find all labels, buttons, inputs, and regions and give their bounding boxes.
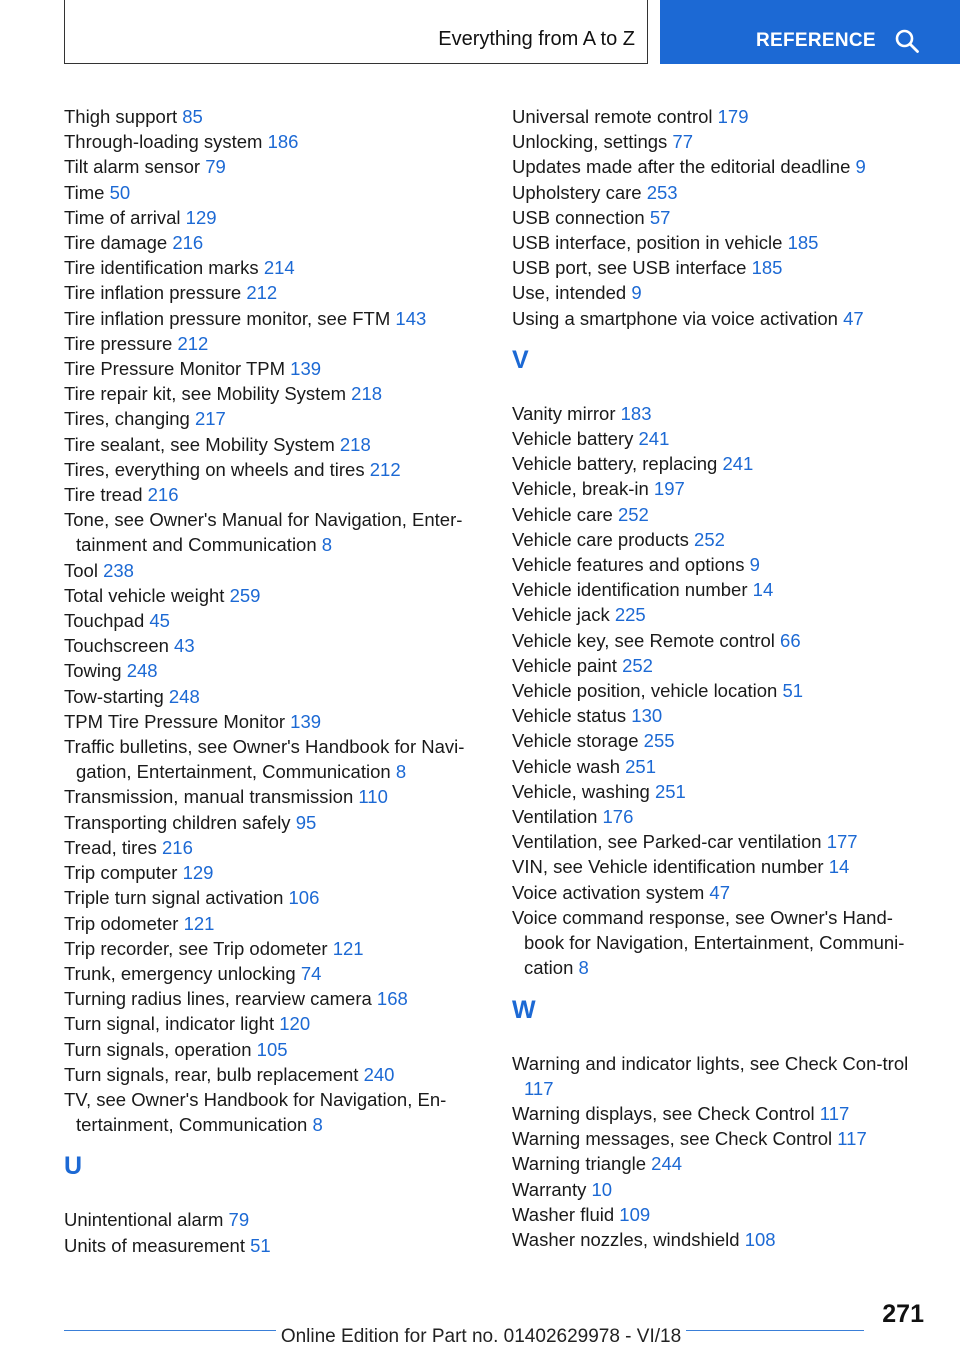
index-entry bbox=[512, 230, 932, 255]
page-reference-link[interactable]: 43 bbox=[174, 635, 195, 657]
page-reference-link[interactable]: 8 bbox=[578, 957, 589, 979]
index-entry bbox=[64, 1233, 484, 1258]
page-reference-link[interactable]: 218 bbox=[339, 433, 371, 455]
index-entry bbox=[512, 401, 932, 426]
index-entry bbox=[64, 784, 484, 809]
index-entry bbox=[512, 703, 932, 728]
index-entry bbox=[512, 628, 932, 653]
page-reference-link[interactable]: 47 bbox=[709, 881, 730, 903]
page-reference-link[interactable]: 47 bbox=[843, 307, 864, 329]
index-entry-text: Transmission, manual transmission bbox=[64, 786, 354, 808]
index-entry bbox=[64, 104, 484, 129]
index-entry-text: Tone, see Owner's Manual for Navigation, Enter-tainment and Communication bbox=[64, 509, 463, 556]
index-entry bbox=[512, 1101, 932, 1126]
index-entry bbox=[512, 502, 932, 527]
index-entry bbox=[512, 1151, 932, 1176]
index-entry-text: Voice activation system bbox=[512, 881, 705, 903]
index-letter-heading: U bbox=[64, 1152, 83, 1181]
index-entry bbox=[64, 381, 484, 406]
page-reference-link[interactable]: 212 bbox=[369, 458, 401, 480]
index-entry bbox=[64, 1037, 484, 1062]
index-entry-text: Tilt alarm sensor bbox=[64, 156, 201, 178]
page-reference-link[interactable]: 216 bbox=[147, 484, 179, 506]
page-reference-link[interactable]: 14 bbox=[752, 579, 774, 601]
page-reference-link[interactable]: 168 bbox=[376, 988, 408, 1010]
index-entry-text: USB interface, position in vehicle bbox=[512, 232, 783, 254]
index-entry-text: Vehicle jack bbox=[512, 604, 610, 626]
index-entry bbox=[64, 356, 484, 381]
page-reference-link[interactable]: 259 bbox=[229, 584, 261, 606]
page-reference-link[interactable]: 185 bbox=[787, 232, 819, 254]
page-reference-link[interactable]: 121 bbox=[183, 912, 215, 934]
index-entry-text: Units of measurement bbox=[64, 1234, 245, 1256]
header-section-box bbox=[64, 0, 648, 64]
section-title: Everything from A to Z bbox=[438, 28, 635, 50]
index-letter-heading: V bbox=[512, 345, 529, 374]
index-entry bbox=[64, 457, 484, 482]
index-entry-text: Trip computer bbox=[64, 862, 178, 884]
index-entry bbox=[64, 658, 484, 683]
index-entry bbox=[512, 905, 932, 981]
index-entry-text: Tread, tires bbox=[64, 836, 157, 858]
page-reference-link[interactable]: 186 bbox=[267, 131, 299, 153]
index-entry bbox=[512, 854, 932, 879]
page-reference-link[interactable]: 252 bbox=[622, 654, 653, 676]
index-entry-text: Time of arrival bbox=[64, 206, 181, 228]
index-entry bbox=[64, 1087, 484, 1137]
edition-text: Online Edition for Part no. 01402629978 - VI/18 bbox=[276, 1326, 686, 1348]
page-reference-link[interactable]: 77 bbox=[672, 131, 693, 153]
index-entry-text: TPM Tire Pressure Monitor bbox=[64, 710, 286, 732]
page-reference-link[interactable]: 212 bbox=[177, 332, 209, 354]
page-reference-link[interactable]: 9 bbox=[631, 282, 642, 304]
index-entry bbox=[512, 602, 932, 627]
index-entry bbox=[64, 1062, 484, 1087]
index-entry-text: Warning triangle bbox=[512, 1153, 647, 1175]
page-reference-link[interactable]: 251 bbox=[654, 780, 686, 802]
page-reference-link[interactable]: 139 bbox=[290, 358, 322, 380]
page-reference-link[interactable]: 110 bbox=[358, 786, 388, 808]
index-entry-text: Unlocking, settings bbox=[512, 131, 668, 153]
index-entry-text: Triple turn signal activation bbox=[64, 887, 284, 909]
index-entry bbox=[64, 734, 484, 784]
index-entry-text: USB port, see USB interface bbox=[512, 257, 747, 279]
index-entry bbox=[64, 911, 484, 936]
page-reference-link[interactable]: 120 bbox=[279, 1013, 311, 1035]
index-entry bbox=[512, 779, 932, 804]
index-entry-text: Vehicle position, vehicle location bbox=[512, 680, 778, 702]
page-reference-link[interactable]: 8 bbox=[312, 1114, 323, 1136]
index-entry-text: Tire inflation pressure monitor, see FTM bbox=[64, 307, 391, 329]
index-entry bbox=[64, 558, 484, 583]
index-entry bbox=[512, 577, 932, 602]
index-entry-text: Tow-starting bbox=[64, 685, 164, 707]
index-entry bbox=[512, 104, 932, 129]
index-entry bbox=[64, 507, 484, 557]
index-entry-text: Vehicle paint bbox=[512, 654, 617, 676]
page-reference-link[interactable]: 130 bbox=[631, 705, 663, 727]
index-entry bbox=[512, 880, 932, 905]
page-reference-link[interactable]: 79 bbox=[228, 1209, 250, 1231]
index-entry-text: Universal remote control bbox=[512, 106, 713, 127]
index-entry bbox=[64, 961, 484, 986]
page-reference-link[interactable]: 8 bbox=[395, 761, 407, 783]
index-entry bbox=[512, 804, 932, 829]
index-entry-text: Trip recorder, see Trip odometer bbox=[64, 937, 328, 959]
page-reference-link[interactable]: 252 bbox=[694, 528, 725, 550]
index-entry bbox=[64, 608, 484, 633]
page-reference-link[interactable]: 143 bbox=[395, 307, 427, 329]
search-icon[interactable] bbox=[894, 28, 920, 54]
index-entry-text: Use, intended bbox=[512, 282, 627, 304]
index-entry bbox=[512, 1177, 932, 1202]
index-entry-text: Vehicle status bbox=[512, 705, 627, 727]
page-reference-link[interactable]: 105 bbox=[256, 1038, 288, 1060]
index-entry bbox=[512, 829, 932, 854]
index-entry bbox=[64, 1011, 484, 1036]
index-entry bbox=[64, 684, 484, 709]
index-entry-text: Warning displays, see Check Control bbox=[512, 1102, 815, 1124]
index-entry bbox=[512, 280, 932, 305]
index-entry-text: Turning radius lines, rearview camera bbox=[64, 988, 372, 1010]
page-number: 271 bbox=[882, 1300, 924, 1328]
index-entry-text: Traffic bulletins, see Owner's Handbook for Navi-gation, Entertainment, Communication bbox=[64, 736, 465, 783]
index-entry bbox=[64, 936, 484, 961]
reference-label: REFERENCE bbox=[756, 30, 876, 51]
index-entry bbox=[512, 426, 932, 451]
index-entry-text: Tire pressure bbox=[64, 332, 173, 354]
index-entry-text: Tire Pressure Monitor TPM bbox=[64, 358, 286, 380]
index-entry-text: Tire repair kit, see Mobility System bbox=[64, 383, 347, 405]
page-reference-link[interactable]: 241 bbox=[638, 428, 670, 450]
index-entry bbox=[512, 306, 932, 331]
index-entry-text: Turn signal, indicator light bbox=[64, 1013, 275, 1035]
index-entry-text: Vehicle storage bbox=[512, 730, 639, 752]
index-entry-text: Touchscreen bbox=[64, 635, 169, 657]
index-entry bbox=[512, 476, 932, 501]
index-entry bbox=[512, 527, 932, 552]
page-reference-link[interactable]: 9 bbox=[749, 554, 760, 576]
page-reference-link[interactable]: 95 bbox=[295, 811, 317, 833]
page-reference-link[interactable]: 51 bbox=[250, 1234, 271, 1256]
page-reference-link[interactable]: 117 bbox=[837, 1128, 867, 1150]
index-entry bbox=[64, 255, 484, 280]
index-entry bbox=[64, 205, 484, 230]
index-entry bbox=[64, 709, 484, 734]
index-entry bbox=[64, 280, 484, 305]
page-reference-link[interactable]: 248 bbox=[168, 685, 200, 707]
index-entry bbox=[64, 633, 484, 658]
page-reference-link[interactable]: 51 bbox=[782, 680, 804, 702]
index-entry-text: Tires, changing bbox=[64, 408, 190, 430]
index-entry bbox=[512, 1227, 932, 1252]
index-entry-text: Tire damage bbox=[64, 232, 168, 254]
page-reference-link[interactable]: 177 bbox=[826, 831, 858, 853]
index-entry-text: Warning and indicator lights, see Check Con-trol bbox=[512, 1052, 909, 1074]
page-reference-link[interactable]: 251 bbox=[625, 755, 656, 777]
index-entry-text: Vehicle battery, replacing bbox=[512, 453, 718, 475]
index-entry-text: Vehicle wash bbox=[512, 755, 620, 777]
index-entry-text: Transporting children safely bbox=[64, 811, 291, 833]
index-entry-text: Thigh support bbox=[64, 106, 178, 127]
index-letter-heading: W bbox=[512, 995, 536, 1024]
index-entry-text: Tire sealant, see Mobility System bbox=[64, 433, 335, 455]
index-entry bbox=[512, 154, 932, 179]
page-reference-link[interactable]: 10 bbox=[591, 1178, 613, 1200]
page-reference-link[interactable]: 66 bbox=[780, 629, 801, 651]
index-entry-text: Vehicle care bbox=[512, 503, 613, 525]
index-entry-text: Trunk, emergency unlocking bbox=[64, 962, 296, 984]
index-entry-text: Vehicle battery bbox=[512, 428, 634, 450]
page-reference-link[interactable]: 129 bbox=[182, 862, 214, 884]
index-entry bbox=[512, 129, 932, 154]
page-reference-link[interactable]: 217 bbox=[194, 408, 226, 430]
index-entry-text: Vehicle care products bbox=[512, 528, 689, 550]
page-reference-link[interactable]: 108 bbox=[744, 1228, 776, 1250]
index-entry bbox=[512, 552, 932, 577]
index-entry-text: TV, see Owner's Handbook for Navigation, En-tertainment, Communication bbox=[64, 1088, 447, 1136]
index-column-left bbox=[64, 104, 484, 1258]
index-entry-text: Tires, everything on wheels and tires bbox=[64, 458, 365, 480]
index-entry bbox=[64, 154, 484, 179]
index-entry bbox=[512, 205, 932, 230]
index-entry-text: Washer nozzles, windshield bbox=[512, 1228, 740, 1250]
page-reference-link[interactable]: 109 bbox=[619, 1203, 651, 1225]
page-reference-link[interactable]: 176 bbox=[602, 806, 634, 828]
index-entry-text: Ventilation, see Parked-car ventilation bbox=[512, 831, 822, 853]
index-entry-text: Trip odometer bbox=[64, 912, 179, 934]
index-entry-text: Tire tread bbox=[64, 484, 143, 506]
index-entry bbox=[64, 180, 484, 205]
page-reference-link[interactable]: 183 bbox=[620, 402, 652, 424]
index-entry-text: Vehicle key, see Remote control bbox=[512, 629, 775, 651]
index-entry bbox=[64, 230, 484, 255]
page-reference-link[interactable]: 238 bbox=[103, 559, 134, 581]
index-entry bbox=[512, 653, 932, 678]
page-reference-link[interactable]: 139 bbox=[290, 710, 322, 732]
index-entry-text: Through-loading system bbox=[64, 131, 263, 153]
page-reference-link[interactable]: 14 bbox=[828, 856, 850, 878]
index-entry bbox=[64, 986, 484, 1011]
index-entry bbox=[64, 306, 484, 331]
page-reference-link[interactable]: 117 bbox=[524, 1077, 554, 1099]
index-entry bbox=[512, 678, 932, 703]
index-entry bbox=[512, 180, 932, 205]
page-reference-link[interactable]: 8 bbox=[321, 534, 333, 556]
page-reference-link[interactable]: 212 bbox=[246, 282, 278, 304]
index-entry-text: Vehicle features and options bbox=[512, 554, 745, 576]
page-reference-link[interactable]: 248 bbox=[126, 660, 158, 682]
index-entry-text: Ventilation bbox=[512, 806, 598, 828]
index-entry-text: Vanity mirror bbox=[512, 402, 616, 424]
page-reference-link[interactable]: 106 bbox=[288, 887, 320, 909]
page-reference-link[interactable]: 255 bbox=[643, 730, 675, 752]
index-entry-text: Total vehicle weight bbox=[64, 584, 225, 606]
index-entry-text: Warning messages, see Check Control bbox=[512, 1128, 833, 1150]
page-reference-link[interactable]: 244 bbox=[651, 1153, 683, 1175]
index-entry bbox=[64, 860, 484, 885]
index-entry bbox=[64, 1207, 484, 1232]
page-reference-link[interactable]: 179 bbox=[717, 106, 749, 127]
index-entry-text: Using a smartphone via voice activation bbox=[512, 307, 838, 329]
page-reference-link[interactable]: 117 bbox=[819, 1102, 850, 1124]
index-entry bbox=[64, 331, 484, 356]
index-column-right bbox=[512, 104, 932, 1252]
index-entry bbox=[512, 255, 932, 280]
index-entry bbox=[512, 451, 932, 476]
index-entry bbox=[64, 406, 484, 431]
page-reference-link[interactable]: 216 bbox=[172, 232, 204, 254]
index-entry-text: Warranty bbox=[512, 1178, 587, 1200]
index-entry bbox=[512, 1126, 932, 1151]
page-reference-link[interactable]: 253 bbox=[646, 181, 678, 203]
index-entry bbox=[512, 754, 932, 779]
page-reference-link[interactable]: 129 bbox=[185, 206, 217, 228]
page-reference-link[interactable]: 79 bbox=[205, 156, 226, 178]
index-entry-text: Tire inflation pressure bbox=[64, 282, 242, 304]
page-reference-link[interactable]: 240 bbox=[363, 1063, 395, 1085]
index-entry-text: Upholstery care bbox=[512, 181, 642, 203]
index-entry-text: Time bbox=[64, 181, 105, 203]
index-entry-text: Towing bbox=[64, 660, 122, 682]
index-entry bbox=[512, 728, 932, 753]
index-entry bbox=[64, 482, 484, 507]
index-entry-text: Vehicle identification number bbox=[512, 579, 748, 601]
index-entry-text: Unintentional alarm bbox=[64, 1209, 224, 1231]
page-reference-link[interactable]: 85 bbox=[182, 106, 203, 127]
index-entry-text: Voice command response, see Owner's Hand-book for Navigation, Entertainment, Communi-cation bbox=[512, 906, 905, 979]
page-reference-link[interactable]: 218 bbox=[351, 383, 383, 405]
index-entry-text: Updates made after the editorial deadline bbox=[512, 156, 851, 178]
index-entry bbox=[64, 583, 484, 608]
index-entry-text: Tire identification marks bbox=[64, 257, 259, 279]
index-entry bbox=[64, 432, 484, 457]
index-entry-text: Vehicle, washing bbox=[512, 780, 650, 802]
page-reference-link[interactable]: 214 bbox=[263, 257, 295, 279]
index-entry-text: Tool bbox=[64, 559, 98, 581]
page-reference-link[interactable]: 74 bbox=[300, 962, 322, 984]
page-reference-link[interactable]: 241 bbox=[722, 453, 754, 475]
index-entry-text: Washer fluid bbox=[512, 1203, 615, 1225]
index-entry-text: VIN, see Vehicle identification number bbox=[512, 856, 824, 878]
reference-tab[interactable] bbox=[660, 0, 960, 64]
page-reference-link[interactable]: 57 bbox=[649, 206, 671, 228]
index-entry bbox=[64, 810, 484, 835]
index-entry-text: USB connection bbox=[512, 206, 645, 228]
page-reference-link[interactable]: 50 bbox=[109, 181, 131, 203]
index-entry bbox=[512, 1051, 932, 1101]
index-entry bbox=[64, 129, 484, 154]
page-reference-link[interactable]: 9 bbox=[855, 156, 866, 178]
index-entry-text: Vehicle, break-in bbox=[512, 478, 649, 500]
index-entry-text: Turn signals, rear, bulb replacement bbox=[64, 1063, 359, 1085]
page-reference-link[interactable]: 45 bbox=[149, 610, 170, 632]
page-reference-link[interactable]: 121 bbox=[332, 937, 364, 959]
page-reference-link[interactable]: 216 bbox=[162, 836, 193, 858]
index-entry bbox=[64, 885, 484, 910]
index-entry bbox=[512, 1202, 932, 1227]
index-entry-text: Turn signals, operation bbox=[64, 1038, 252, 1060]
page-reference-link[interactable]: 185 bbox=[751, 257, 783, 279]
index-entry bbox=[64, 835, 484, 860]
page-reference-link[interactable]: 197 bbox=[653, 478, 685, 500]
index-entry-text: Touchpad bbox=[64, 610, 145, 632]
page-reference-link[interactable]: 225 bbox=[614, 604, 646, 626]
page-reference-link[interactable]: 252 bbox=[617, 503, 649, 525]
